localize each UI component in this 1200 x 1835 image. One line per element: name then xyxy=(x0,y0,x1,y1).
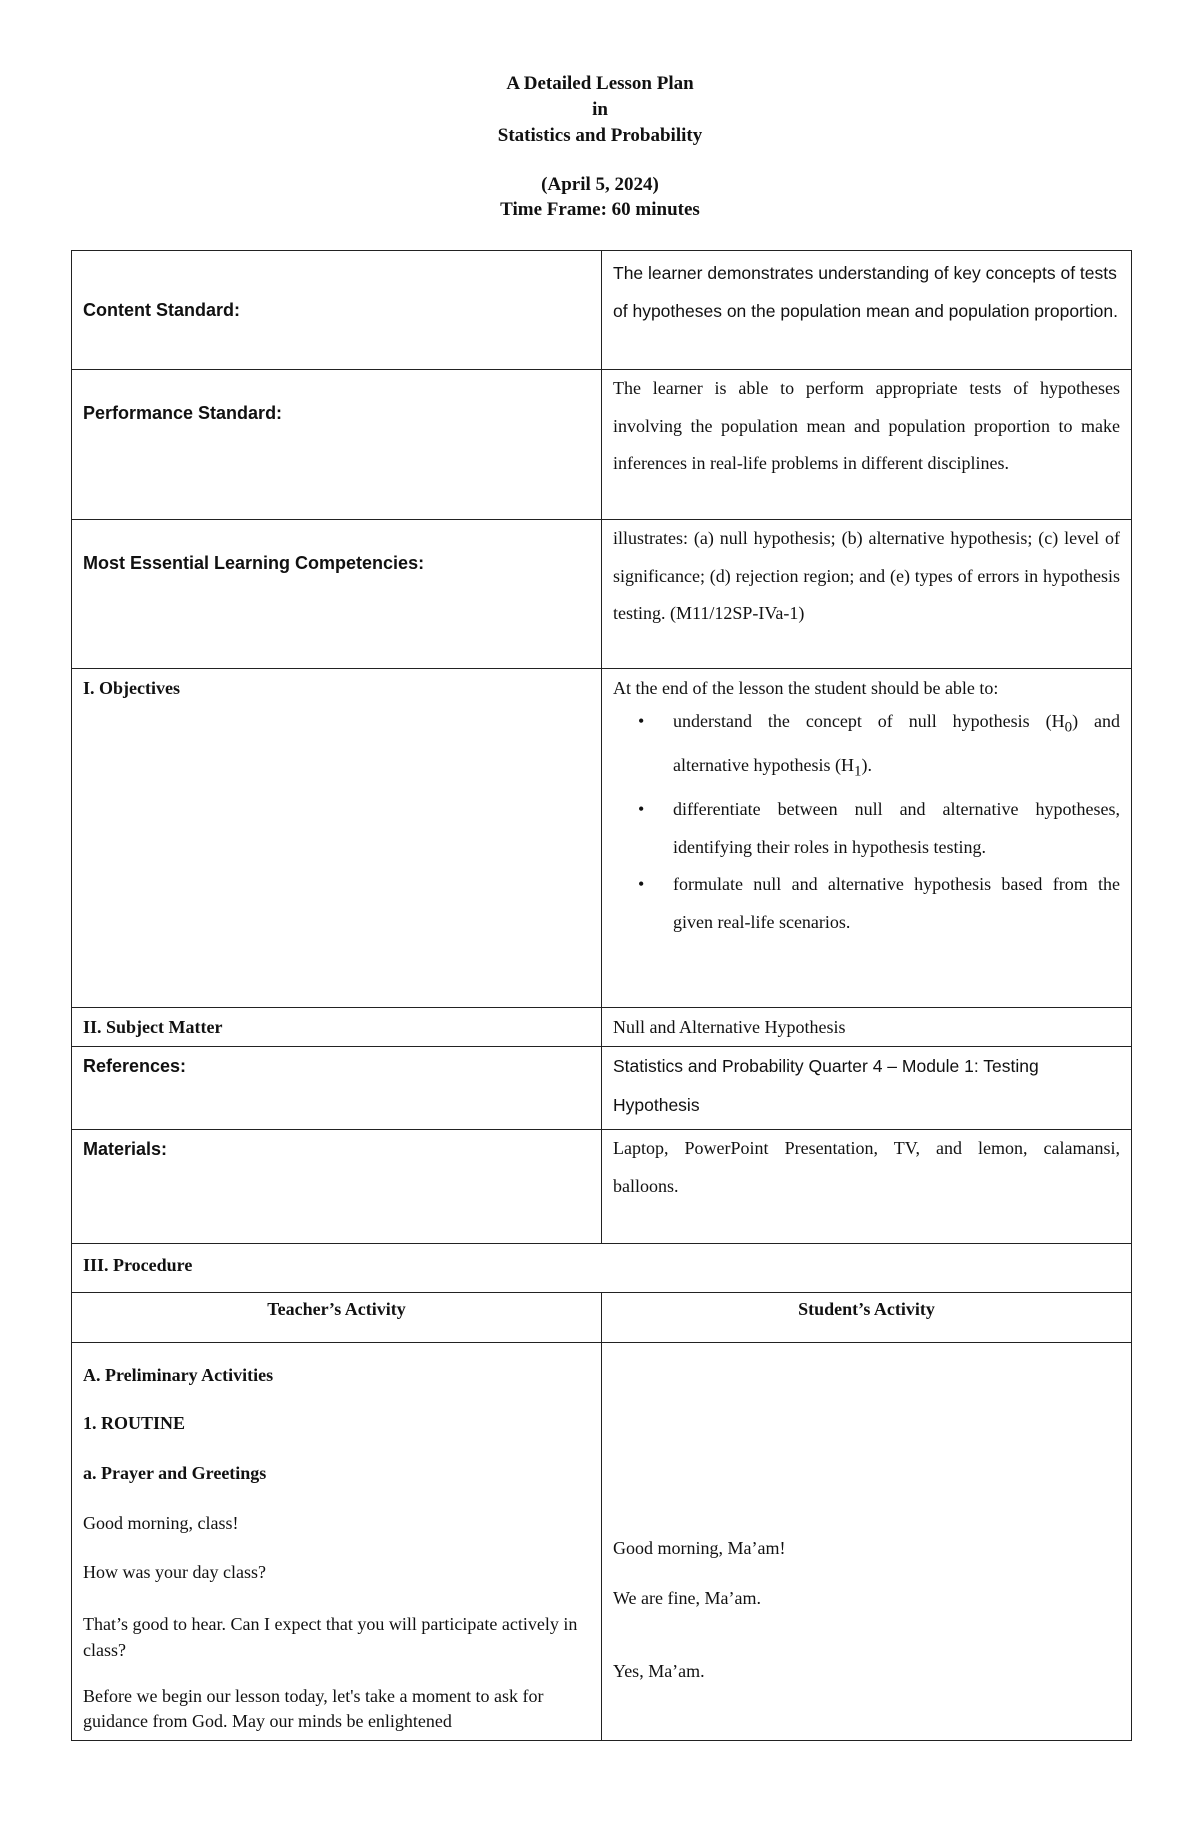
row-references xyxy=(72,1047,1132,1130)
row-performance-standard xyxy=(72,370,1132,520)
objectives-intro: At the end of the lesson the student should be able to: xyxy=(613,678,999,698)
lesson-plan-table xyxy=(71,250,1132,1741)
performance-standard-label: Performance Standard: xyxy=(83,402,283,423)
teacher-line: How was your day class? xyxy=(83,1562,266,1582)
teacher-line: Good morning, class! xyxy=(83,1513,239,1533)
row-subject-matter xyxy=(72,1008,1132,1047)
title-line-1: A Detailed Lesson Plan xyxy=(506,73,694,94)
row-procedure-headers xyxy=(72,1293,1132,1343)
routine-heading: 1. ROUTINE xyxy=(83,1413,186,1433)
teacher-line: Before we begin our lesson today, let's take a moment to ask for guidance from God. May our minds be enlightened xyxy=(83,1686,544,1731)
objectives-label: I. Objectives xyxy=(83,678,180,698)
teacher-activity-header: Teacher’s Activity xyxy=(267,1299,406,1319)
content-standard-label: Content Standard: xyxy=(83,299,240,320)
time-frame: Time Frame: 60 minutes xyxy=(500,199,700,220)
row-materials xyxy=(72,1130,1132,1244)
title-line-2: in xyxy=(592,99,608,120)
objective-item: • differentiate between null and alternative hypotheses, identifying their roles in hypothesis testing. xyxy=(602,791,1120,866)
lesson-date: (April 5, 2024) xyxy=(541,174,659,195)
bullet-icon: • xyxy=(638,799,645,820)
student-line: Good morning, Ma’am! xyxy=(613,1538,786,1558)
row-procedure-body xyxy=(72,1343,1132,1741)
performance-standard-text: The learner is able to perform appropriate tests of hypotheses involving the population mean and population proportion to make inferences in real-life problems in different disciplines. xyxy=(613,378,1120,473)
row-procedure xyxy=(72,1244,1132,1293)
row-melc xyxy=(72,520,1132,669)
content-standard-text: The learner demonstrates understanding of key concepts of tests of hypotheses on the population mean and population proportion. xyxy=(613,263,1118,321)
objectives-list xyxy=(602,703,1131,941)
melc-text: illustrates: (a) null hypothesis; (b) alternative hypothesis; (c) level of significance; (d) rejection region; and (e) types of errors in hypothesis testing. (M11/12SP-IVa-1) xyxy=(613,528,1120,623)
materials-label: Materials: xyxy=(83,1139,168,1159)
student-line: We are fine, Ma’am. xyxy=(613,1588,761,1608)
student-line: Yes, Ma’am. xyxy=(613,1661,705,1681)
bullet-icon: • xyxy=(638,711,645,731)
references-label: References: xyxy=(83,1056,187,1076)
prayer-heading: a. Prayer and Greetings xyxy=(83,1463,267,1483)
title-line-3: Statistics and Probability xyxy=(497,125,703,146)
procedure-label: III. Procedure xyxy=(83,1255,193,1275)
teacher-line: That’s good to hear. Can I expect that you will participate actively in class? xyxy=(83,1614,578,1660)
materials-text: Laptop, PowerPoint Presentation, TV, and lemon, calamansi, balloons. xyxy=(613,1138,1120,1196)
row-content-standard xyxy=(72,251,1132,370)
melc-label: Most Essential Learning Competencies: xyxy=(83,552,425,573)
student-activity-header: Student’s Activity xyxy=(798,1299,935,1319)
row-objectives xyxy=(72,669,1132,1008)
subject-matter-text: Null and Alternative Hypothesis xyxy=(613,1017,846,1037)
objective-item: • understand the concept of null hypothesis $(H_0)$ and alternative hypothesis $(H_1)$. xyxy=(602,703,1120,791)
subject-matter-label: II. Subject Matter xyxy=(83,1017,223,1037)
bullet-icon: • xyxy=(638,874,645,895)
objective-item: • formulate null and alternative hypothesis based from the given real-life scenarios. xyxy=(602,866,1120,941)
references-text: Statistics and Probability Quarter 4 – Module 1: Testing Hypothesis xyxy=(613,1056,1039,1115)
preliminary-activities-heading: A. Preliminary Activities xyxy=(83,1365,274,1385)
